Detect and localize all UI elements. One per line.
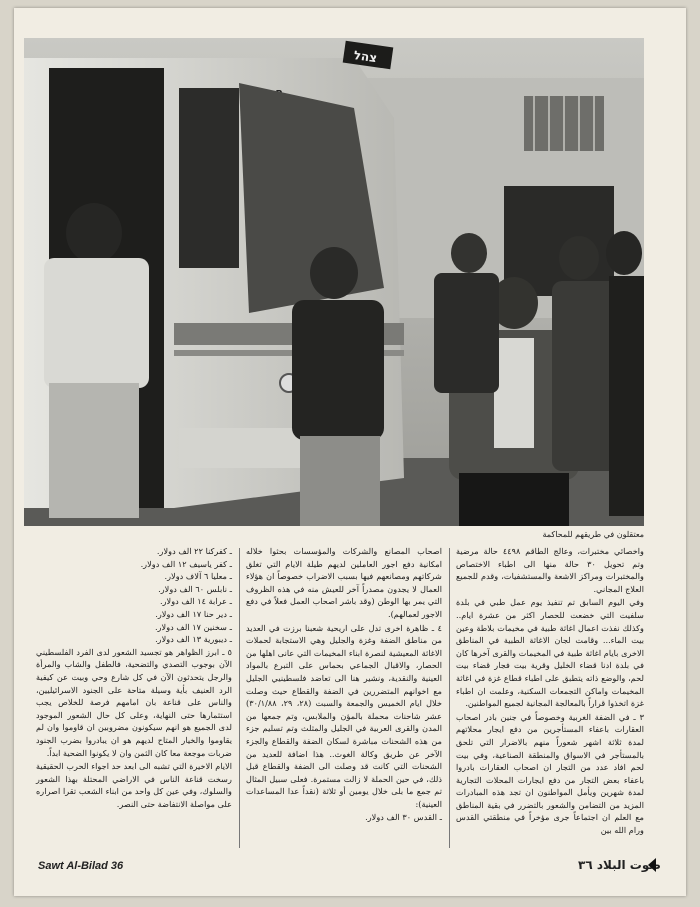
paragraph: واخصائي مختبرات، وعالج الطاقم ٤٤٩٨ حالة مرضية وتم تحويل ٣٠ حالة منها الى اطباء الاختصاص والمختبرات ومراكز الاشعة والمستشفيات، وقدم للجميع العلاج المجاني.	[456, 546, 644, 594]
photo-illustration	[24, 38, 644, 526]
article-column-1	[456, 545, 644, 838]
donation-line: ـ ديبورية ١٣ الف دولار.	[155, 634, 232, 645]
donation-line: ـ كفر ياسيف ١٢ الف دولار.	[140, 558, 232, 569]
column-divider	[239, 548, 240, 848]
paragraph: ـ القدس ٣٠ الف دولار.	[365, 812, 442, 823]
article-column-3	[36, 545, 232, 811]
page-marker-icon	[648, 858, 656, 872]
paragraph: اصحاب المصانع والشركات والمؤسسات بحثوا خلاله امكانية دفع اجور العاملين لديهم طيلة الايام التي تغلق شركاتهم ومصانعهم فيها بسبب الاضراب خصوصاً ان هؤلاء العمال لا يجدون مصدراً آخر للعيش منه في هذه الظروف التي يمر بها الوطن (وقد باشر اصحاب العمل فعلاً في دفع الاجور لعمالهم).	[246, 546, 442, 619]
footer-page-label-latin: Sawt Al-Bilad 36	[38, 860, 124, 872]
paragraph: ٣ ـ في الضفة الغربية وخصوصاً في جنين بادر اصحاب العقارات باعفاء المستأجرين من دفع ايجار محلاتهم لمدة ثلاثة اشهر شعوراً منهم بالاضرار التي تلحق بالمستأجر في الاسواق والمنطقة الصناعية، وفي بيت لحم افاد عدد من التجار ان اصحاب العقارات بادروا باعفاء بعض التجار من دفع ايجارات المحلات التجارية لمدة شهرين ويأمل المواطنون ان تجد هذه المبادرات المزيد من التضامن والشعور بالتضرر في بقية المناطق مع العلم ان اجتماعاً جرى مؤخراً في منطقتي القدس ورام الله بين	[456, 711, 644, 836]
donation-line: ـ عرابة ١٤ الف دولار.	[159, 596, 232, 607]
paragraph: وفي اليوم السابق تم تنفيذ يوم عمل طبي في بلدة سلفيت التي خضعت للحصار اكثر من عشرة ايام.. وكذلك نفذت اعمال اغاثة طبية في مخيمات بلاطة وعين بيت الماء... وقامت لجان الاغاثة الطبية في المناطق الاخرى بايام اغاثة طبية في المخيمات والقرى آخرها كان في بلدة ادنا قضاء الخليل وقرية بيت فجار قضاء بيت لحم، والوضع ذاته يتطبق على اطباء قطاع غزة في اغاثة المخيمات واماكن التجمعات السكنية، وعلمت ان اطباء غزة اتخذوا قراراً بالمعالجة المجانية لجميع المواطنين.	[456, 597, 644, 709]
donation-line: ـ سخنين ١٧ الف دولار.	[154, 621, 232, 632]
donation-line: ـ دير حنا ١٧ الف دولار.	[155, 608, 232, 619]
donation-line: ـ نابلس ٦٠ الف دولار.	[158, 583, 232, 594]
paragraph: الايام الاخيرة التي تشبه الى ابعد حد اجواء الحرب الحقيقية رسخت قناعة الناس في الاراضي المحتلة بهذا الشعور والسلوك، وفي عين كل واحد من ابناء الشعب تقرا اصراره على مواصلة الانتفاضة حتى النصر.	[36, 761, 232, 809]
donation-line: ـ كفركنا ٢٢ الف دولار.	[156, 546, 232, 556]
donation-line: ـ معليا ٦ آلاف دولار.	[164, 571, 232, 582]
paragraph: ٥ ـ ابرز الظواهر هو تجسيد الشعور لدى الفرد الفلسطيني الآن بوجوب التصدي والتضحية، فالطفل والشاب والمرأة والرجل يتحدثون الآن في كل شارع وحي وبيت عن كيفية الرد العنيف بأية وسيلة متاحة على الجنود الاسرائيليين، والناس على قناعة بان امامهم فرصة للخلاص يجب استثمارها حتى النهاية، وعلى كل حال الشعور الموجود لدى الجميع هو انهم سيكونون مضروبين ان قاوموا وان لم يقاوموا والخيار المتاح لديهم هو ان يبادروا بضرب الجنود ضربات موجعة معا كان الثمن وان لا يكونوا الضحية ابداً.	[36, 646, 232, 758]
photo-caption: معتقلون في طريقهم للمحاكمة	[542, 530, 644, 539]
column-divider	[449, 548, 450, 848]
paragraph: ٤ ـ ظاهرة اخرى تدل على اريحية شعبنا برزت في العديد من مناطق الضفة وغزة والجليل وهي الاستجابة لحملات الاغاثة المعيشية لنصرة ابناء المخيمات التي عانى اهلها من الحصار، والاقبال الجماعي بحماس على التبرع بالمواد العينية والنقدية، ونشير هنا الى تعاضد فلسطينيي الجليل مع اخوانهم المتضررين في الضفة والقطاع حيث وصلت خلال ايام الخميس والجمعة والسبت (٢٨، ٢٩، ٣٠/١/٨٨) عشر شاحنات محملة بالمؤن والملابس، وتم جمعها من المدن والقرى العربية في الجليل والمثلث وتم تسليم جزء من هذه الشحنات مباشرة لسكان الضفة والقطاع والجزء الآخر عن طريق وكالة الغوث.. هذا اضافة للعديد من الشحنات التي كانت قد وصلت الى الضفة والقطاع قبل ذلك، في حين الحملة لا زالت مستمرة. فعلى سبيل المثال تم جمع ما بلى خلال يومين أو ثلاثة (نقداً عدا المساعدات العينية):	[246, 622, 443, 809]
article-column-2	[246, 545, 442, 825]
news-photo	[24, 38, 644, 526]
bus-sign: צהל	[352, 48, 378, 66]
footer-page-label-arabic: صوت البلاد ٣٦	[578, 858, 661, 872]
